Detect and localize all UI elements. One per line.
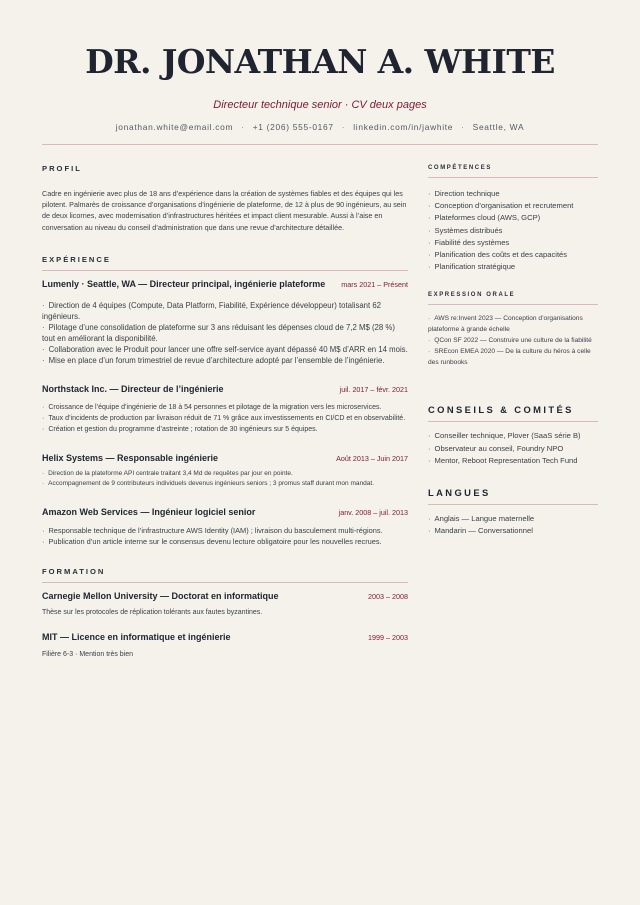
sidebar-column xyxy=(428,164,598,537)
list-item: · Croissance de l’équipe d’ingénierie de 18 à 54 personnes et pilotage de la migration vers les microservices. xyxy=(42,402,408,413)
education-entry xyxy=(42,632,408,660)
job-title: Amazon Web Services — Ingénieur logiciel senior xyxy=(42,507,256,518)
section-divider xyxy=(428,304,598,305)
list-item: · Mandarin — Conversationnel xyxy=(428,525,598,537)
candidate-name: DR. JONATHAN A. WHITE xyxy=(85,42,555,81)
section-title: LANGUES xyxy=(428,487,491,499)
section-title: EXPÉRIENCE xyxy=(42,254,111,264)
section-divider xyxy=(42,270,408,271)
speaking-section xyxy=(428,291,598,368)
job-title: Helix Systems — Responsable ingénierie xyxy=(42,452,219,463)
section-title: FORMATION xyxy=(42,566,106,576)
list-item: · Direction technique xyxy=(428,188,598,200)
job-title: Northstack Inc. — Directeur de l’ingénierie xyxy=(42,384,224,395)
job-bullets xyxy=(42,300,408,366)
list-item: · Collaboration avec le Produit pour lancer une offre self-service ayant dépassé 40 M$ d’ARR en 14 mois. xyxy=(42,344,408,355)
resume-subtitle: Directeur technique senior · CV deux pages xyxy=(213,99,427,111)
section-divider xyxy=(428,504,598,505)
list-item: · Planification stratégique xyxy=(428,261,598,273)
list-item: · Fiabilité des systèmes xyxy=(428,237,598,249)
list-item: · Accompagnement de 9 contributeurs individuels devenus ingénieurs seniors ; 3 promus staff durant mon mandat. xyxy=(42,479,408,489)
job-date: mars 2021 – Présent xyxy=(341,279,408,289)
speaking-list xyxy=(428,313,598,368)
list-item: · Taux d’incidents de production par livraison réduit de 71 % grâce aux investissements en CI/CD et en observabilité. xyxy=(42,413,408,424)
section-divider xyxy=(428,177,598,178)
degree-title: MIT — Licence en informatique et ingénierie xyxy=(42,632,231,643)
section-divider xyxy=(42,582,408,583)
boards-section xyxy=(428,404,598,467)
degree-date: 1999 – 2003 xyxy=(368,633,408,643)
boards-list xyxy=(428,430,598,467)
section-title: PROFIL xyxy=(42,164,82,173)
degree-note: Thèse sur les protocoles de réplication tolérants aux fautes byzantines. xyxy=(42,609,263,617)
list-item: · Systèmes distribués xyxy=(428,225,598,237)
section-title: COMPÉTENCES xyxy=(428,165,492,171)
job-date: Août 2013 – Juin 2017 xyxy=(336,453,408,463)
list-item: · Plateformes cloud (AWS, GCP) xyxy=(428,212,598,224)
degree-title: Carnegie Mellon University — Doctorat en informatique xyxy=(42,590,279,601)
list-item: · AWS re:Invent 2023 — Conception d’organisations plateforme à grande échelle xyxy=(428,313,598,335)
list-item: · Publication d’un article interne sur le consensus devenu lecture obligatoire pour les nouvelles recrues. xyxy=(42,536,408,547)
list-item: · Observateur au conseil, Foundry NPO xyxy=(428,443,598,455)
list-item: · Conception d’organisation et recrutement xyxy=(428,200,598,212)
list-item: · Création et gestion du programme d’astreinte ; rotation de 30 ingénieurs sur 5 équipes. xyxy=(42,424,408,435)
main-column xyxy=(42,164,408,660)
list-item: · Direction de 4 équipes (Compute, Data Platform, Fiabilité, Expérience développeur) totalisant 62 ingénieurs. xyxy=(42,300,408,322)
languages-list xyxy=(428,513,598,537)
list-item: · Mentor, Reboot Representation Tech Fund xyxy=(428,455,598,467)
contact-location: Seattle, WA xyxy=(472,122,525,132)
contact-linkedin[interactable]: linkedin.com/in/jawhite xyxy=(353,122,454,132)
section-title: EXPRESSION ORALE xyxy=(428,292,516,299)
job-entry xyxy=(42,453,408,490)
list-item: · Direction de la plateforme API centrale traitant 3,4 Md de requêtes par jour en pointe. xyxy=(42,469,408,479)
job-title: Lumenly · Seattle, WA — Directeur principal, ingénierie plateforme xyxy=(42,278,326,289)
list-item: · Planification des coûts et des capacités xyxy=(428,249,598,261)
skills-section xyxy=(428,164,598,273)
education-entry xyxy=(42,591,408,619)
job-bullets xyxy=(42,402,408,435)
job-bullets xyxy=(42,469,408,489)
contact-email[interactable]: jonathan.white@email.com xyxy=(115,122,234,132)
list-item: · Responsable technique de l’infrastructure AWS Identity (IAM) ; livraison du basculement multi-régions. xyxy=(42,525,408,536)
list-item: · Conseiller technique, Plover (SaaS série B) xyxy=(428,430,598,442)
degree-note: Filière 6-3 · Mention très bien xyxy=(42,650,134,658)
resume-header xyxy=(42,40,598,133)
job-entry xyxy=(42,384,408,435)
contact-line: jonathan.white@email.com · +1 (206) 555-0167 · linkedin.com/in/jawhite · Seattle, WA xyxy=(115,122,525,132)
list-item: · Mise en place d’un forum trimestriel de revue d’architecture adopté par l’ensemble de l’ingénierie. xyxy=(42,355,408,366)
skills-list xyxy=(428,188,598,273)
list-item: · Anglais — Langue maternelle xyxy=(428,513,598,525)
section-divider xyxy=(428,421,598,422)
experience-section xyxy=(42,255,408,547)
section-title: CONSEILS & COMITÉS xyxy=(428,404,574,416)
job-entry xyxy=(42,279,408,367)
job-bullets xyxy=(42,525,408,547)
profile-text: Cadre en ingénierie avec plus de 18 ans d’expérience dans la création de systèmes fiables et des équipes qui les pilotent. Palmarès de croissance d’organisations d’ingénierie de plateforme, de 12 à plus de 90 ingénieurs, au sein de deux licornes, avec modernisation d’infrastructures héritées et impact client mesurable. Aussi à l’aise en conversation au niveau du conseil d’administration que dans une revue d’architecture détaillée. xyxy=(42,189,407,232)
education-section xyxy=(42,567,408,660)
profile-section xyxy=(42,164,408,233)
languages-section xyxy=(428,487,598,537)
contact-phone[interactable]: +1 (206) 555-0167 xyxy=(252,122,334,132)
list-item: · QCon SF 2022 — Construire une culture de la fiabilité xyxy=(428,335,598,346)
list-item: · Pilotage d’une consolidation de plateforme sur 3 ans réduisant les dépenses cloud de 7,2 M$ (28 %) tout en améliorant la disponibilité. xyxy=(42,322,408,344)
degree-date: 2003 – 2008 xyxy=(368,591,408,601)
job-date: janv. 2008 – juil. 2013 xyxy=(338,508,408,518)
job-entry xyxy=(42,507,408,547)
header-divider xyxy=(42,144,598,145)
job-date: juil. 2017 – févr. 2021 xyxy=(339,385,408,395)
list-item: · SREcon EMEA 2020 — De la culture du héros à celle des runbooks xyxy=(428,346,598,368)
